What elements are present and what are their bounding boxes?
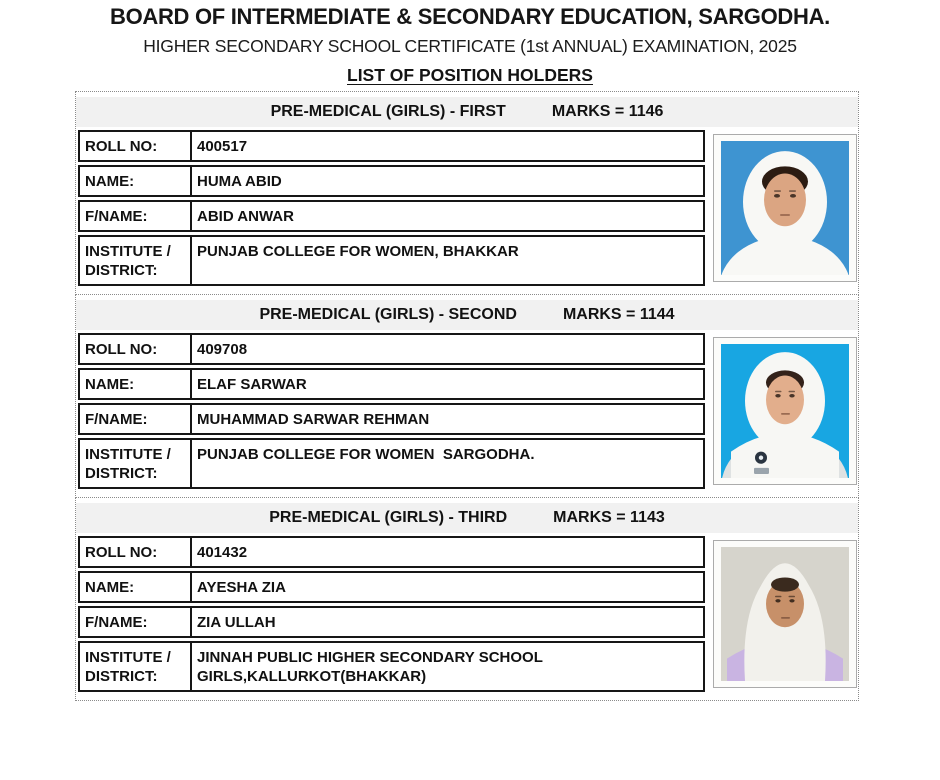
section-header-second [76, 300, 858, 330]
f-name-label: F/NAME: [78, 403, 192, 435]
exam-subtitle: HIGHER SECONDARY SCHOOL CERTIFICATE (1st ANNUAL) EXAMINATION, 2025 [143, 36, 797, 56]
table-row-institute [78, 641, 705, 692]
portrait-illustration [721, 547, 849, 681]
section-header-first [76, 97, 858, 127]
institute-value: JINNAH PUBLIC HIGHER SECONDARY SCHOOL GIRLS,KALLURKOT(BHAKKAR) [190, 641, 705, 692]
name-label: NAME: [78, 368, 192, 400]
section-title: PRE-MEDICAL (GIRLS) - FIRST [270, 103, 506, 120]
candidate-photo-third [713, 540, 857, 688]
detail-table [78, 130, 705, 286]
section-body [76, 127, 858, 294]
roll-no-label: ROLL NO: [78, 536, 192, 568]
name-value: HUMA ABID [190, 165, 705, 197]
institute-value: PUNJAB COLLEGE FOR WOMEN SARGODHA. [190, 438, 705, 489]
roll-no-value: 401432 [190, 536, 705, 568]
section-marks: MARKS = 1143 [553, 509, 665, 526]
list-title: LIST OF POSITION HOLDERS [347, 65, 593, 85]
table-row-institute [78, 438, 705, 489]
roll-no-label: ROLL NO: [78, 333, 192, 365]
table-row-institute [78, 235, 705, 286]
section-marks: MARKS = 1146 [551, 103, 664, 120]
table-row-f-name [78, 606, 705, 638]
institute-label: INSTITUTE / DISTRICT: [78, 438, 192, 489]
table-row-roll-no [78, 333, 705, 365]
position-section-second [75, 294, 859, 498]
table-row-roll-no [78, 536, 705, 568]
section-body [76, 533, 858, 700]
institute-label: INSTITUTE / DISTRICT: [78, 235, 192, 286]
table-row-name [78, 571, 705, 603]
position-section-third [75, 497, 859, 701]
section-body [76, 330, 858, 497]
section-marks: MARKS = 1144 [562, 306, 675, 323]
table-row-f-name [78, 403, 705, 435]
f-name-value: ABID ANWAR [190, 200, 705, 232]
f-name-label: F/NAME: [78, 606, 192, 638]
section-title: PRE-MEDICAL (GIRLS) - SECOND [259, 306, 517, 323]
name-label: NAME: [78, 165, 192, 197]
name-label: NAME: [78, 571, 192, 603]
candidate-photo-second [713, 337, 857, 485]
table-row-roll-no [78, 130, 705, 162]
portrait-illustration [721, 141, 849, 275]
sections-container [75, 91, 859, 701]
name-value: ELAF SARWAR [190, 368, 705, 400]
candidate-photo-first [713, 134, 857, 282]
f-name-value: MUHAMMAD SARWAR REHMAN [190, 403, 705, 435]
name-value: AYESHA ZIA [190, 571, 705, 603]
table-row-name [78, 368, 705, 400]
position-section-first [75, 91, 859, 295]
detail-table [78, 333, 705, 489]
portrait-illustration [721, 344, 849, 478]
detail-table [78, 536, 705, 692]
section-title: PRE-MEDICAL (GIRLS) - THIRD [269, 509, 508, 526]
document-header [0, 0, 940, 86]
f-name-label: F/NAME: [78, 200, 192, 232]
institute-value: PUNJAB COLLEGE FOR WOMEN, BHAKKAR [190, 235, 705, 286]
f-name-value: ZIA ULLAH [190, 606, 705, 638]
institute-label: INSTITUTE / DISTRICT: [78, 641, 192, 692]
board-title: BOARD OF INTERMEDIATE & SECONDARY EDUCATION, SARGODHA. [109, 4, 830, 29]
roll-no-value: 409708 [190, 333, 705, 365]
table-row-name [78, 165, 705, 197]
section-header-third [76, 503, 858, 533]
table-row-f-name [78, 200, 705, 232]
roll-no-value: 400517 [190, 130, 705, 162]
roll-no-label: ROLL NO: [78, 130, 192, 162]
